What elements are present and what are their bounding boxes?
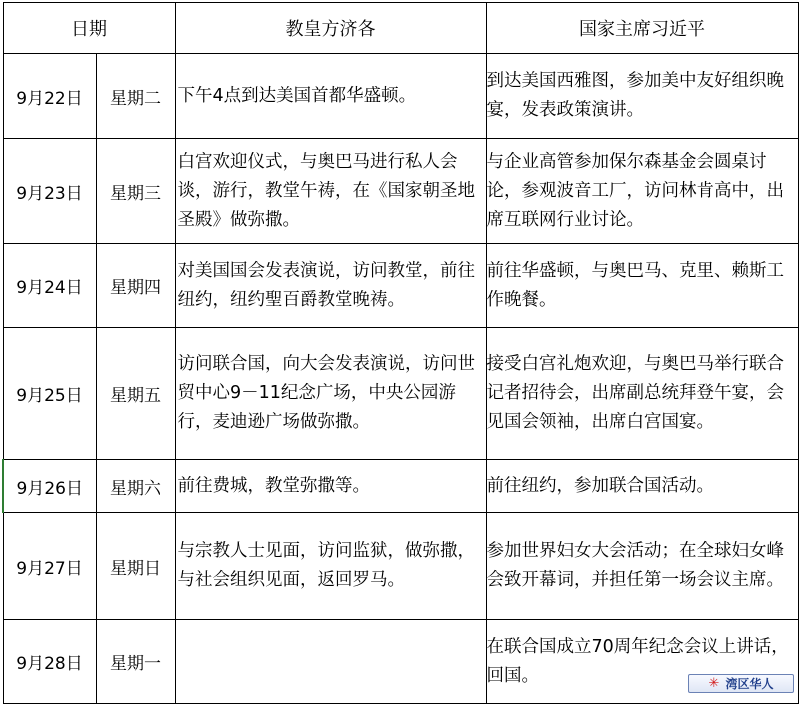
table-row — [3, 620, 798, 704]
header-pope: 教皇方济各 — [175, 3, 486, 54]
date-cell: 9月23日 — [3, 139, 96, 244]
table-row — [3, 328, 798, 460]
date-cell: 9月26日 — [3, 460, 96, 513]
pope-schedule-cell — [175, 620, 486, 704]
header-xi: 国家主席习近平 — [486, 3, 798, 54]
red-star-icon: ✳ — [708, 676, 720, 691]
schedule-table — [2, 2, 799, 704]
xi-schedule-cell: 前往纽约，参加联合国活动。 — [486, 460, 798, 513]
pope-schedule-cell: 下午4点到达美国首都华盛顿。 — [175, 54, 486, 139]
xi-schedule-cell: 前往华盛顿，与奥巴马、克里、赖斯工作晚餐。 — [486, 244, 798, 328]
date-cell: 9月27日 — [3, 513, 96, 620]
xi-schedule-cell: 在联合国成立70周年纪念会议上讲话，回国。 — [486, 620, 798, 704]
weekday-cell: 星期六 — [96, 460, 175, 513]
pope-schedule-cell: 对美国国会发表演说，访问教堂，前往纽约，纽约聖百爵教堂晚祷。 — [175, 244, 486, 328]
weekday-cell: 星期三 — [96, 139, 175, 244]
xi-schedule-cell: 与企业高管参加保尔森基金会圆桌讨论，参观波音工厂，访问林肯高中，出席互联网行业讨论。 — [486, 139, 798, 244]
weekday-cell: 星期一 — [96, 620, 175, 704]
pope-schedule-cell: 访问联合国，向大会发表演说，访问世贸中心9－11纪念广场，中央公园游行，麦迪逊广场做弥撒。 — [175, 328, 486, 460]
weekday-cell: 星期五 — [96, 328, 175, 460]
header-row — [3, 3, 798, 54]
watermark-badge — [688, 674, 794, 693]
table-row — [3, 244, 798, 328]
xi-schedule-cell: 到达美国西雅图，参加美中友好组织晚宴，发表政策演讲。 — [486, 54, 798, 139]
xi-schedule-cell: 接受白宫礼炮欢迎，与奥巴马举行联合记者招待会，出席副总统拜登午宴，会见国会领袖，出席白宫国宴。 — [486, 328, 798, 460]
header-date: 日期 — [3, 3, 175, 54]
pope-schedule-cell: 前往费城，教堂弥撒等。 — [175, 460, 486, 513]
table-row — [3, 513, 798, 620]
table-row — [3, 54, 798, 139]
pope-schedule-cell: 与宗教人士见面，访问监狱，做弥撒，与社会组织见面，返回罗马。 — [175, 513, 486, 620]
weekday-cell: 星期四 — [96, 244, 175, 328]
table-row — [3, 139, 798, 244]
watermark-text: 湾区华人 — [725, 677, 774, 691]
date-cell: 9月25日 — [3, 328, 96, 460]
date-cell: 9月28日 — [3, 620, 96, 704]
date-cell: 9月24日 — [3, 244, 96, 328]
table-row — [3, 460, 798, 513]
date-cell: 9月22日 — [3, 54, 96, 139]
xi-schedule-cell: 参加世界妇女大会活动；在全球妇女峰会致开幕词，并担任第一场会议主席。 — [486, 513, 798, 620]
weekday-cell: 星期日 — [96, 513, 175, 620]
weekday-cell: 星期二 — [96, 54, 175, 139]
pope-schedule-cell: 白宫欢迎仪式，与奥巴马进行私人会谈，游行，教堂午祷，在《国家朝圣地圣殿》做弥撒。 — [175, 139, 486, 244]
